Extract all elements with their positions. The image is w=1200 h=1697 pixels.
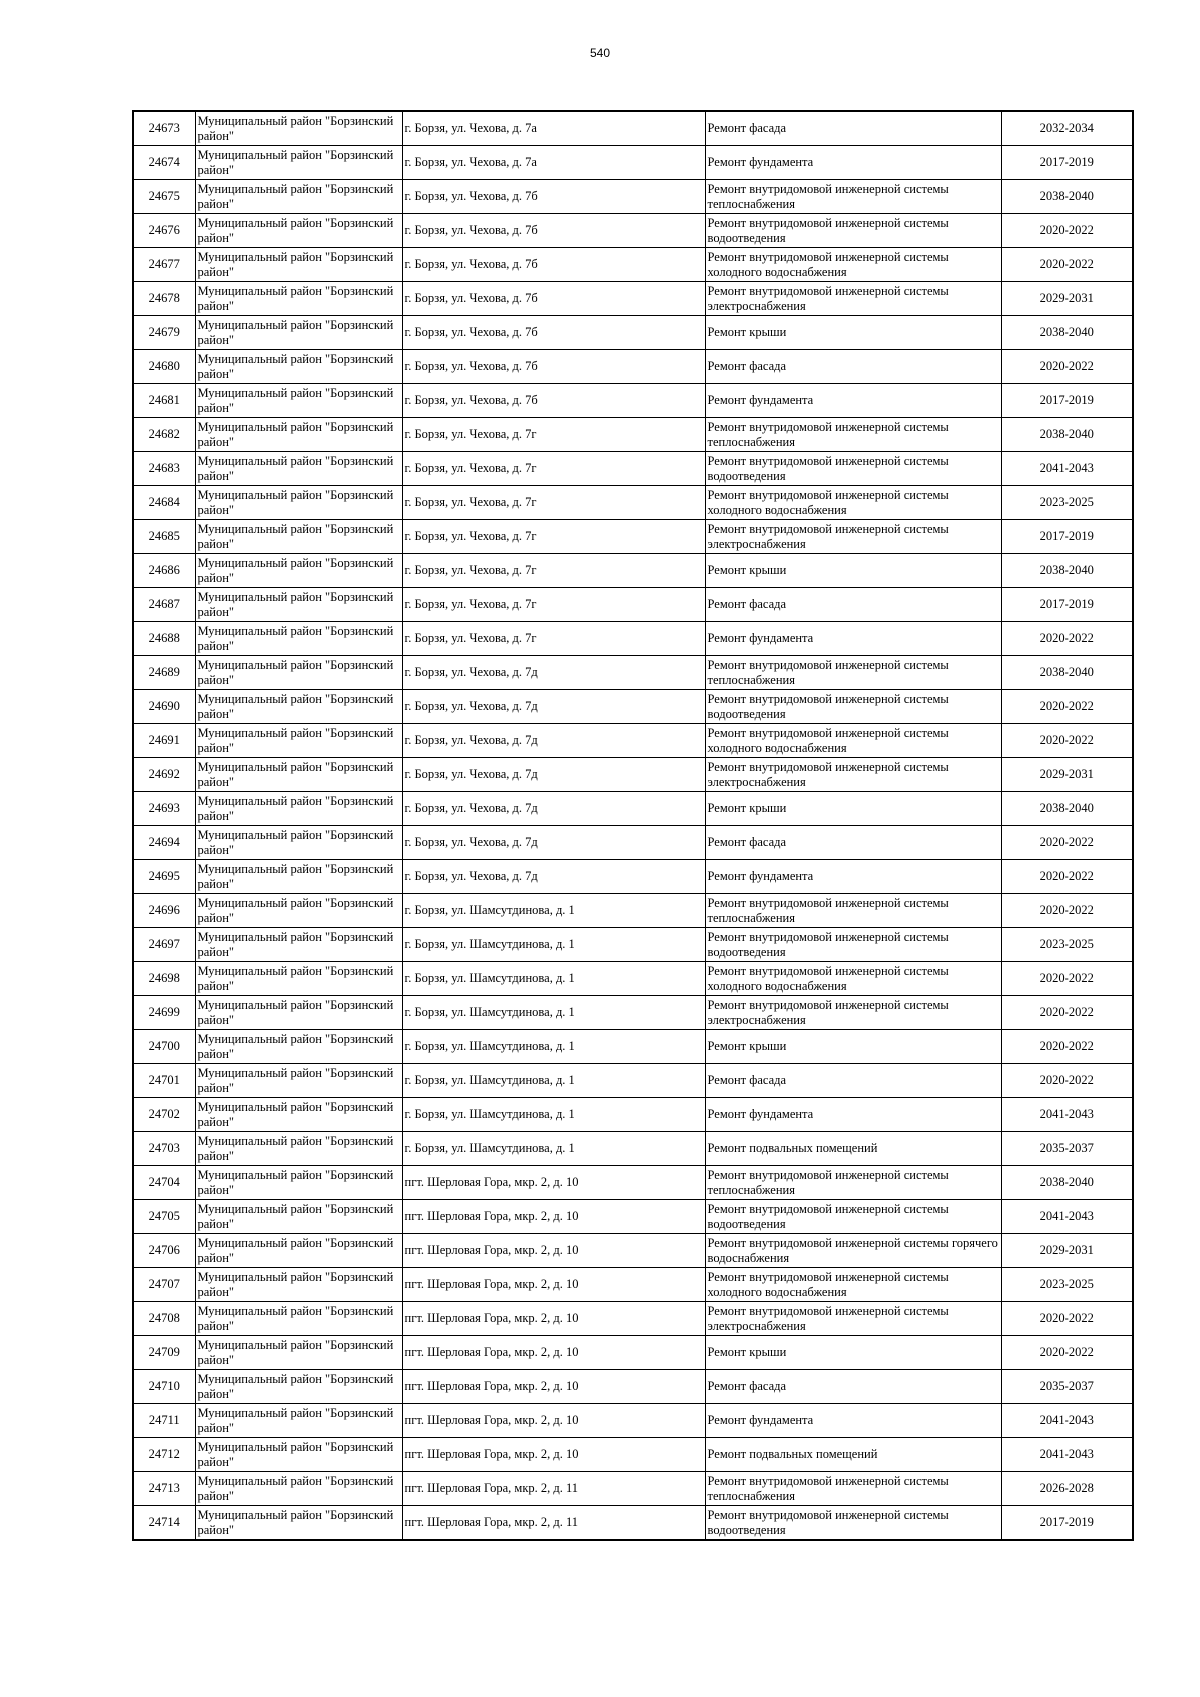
address-cell: г. Борзя, ул. Чехова, д. 7б <box>402 282 705 316</box>
address-cell: г. Борзя, ул. Чехова, д. 7д <box>402 792 705 826</box>
work-type-cell: Ремонт фундамента <box>705 622 1001 656</box>
period-cell: 2038-2040 <box>1001 554 1133 588</box>
address-cell: пгт. Шерловая Гора, мкр. 2, д. 10 <box>402 1336 705 1370</box>
work-type-cell: Ремонт крыши <box>705 316 1001 350</box>
row-number: 24698 <box>133 962 195 996</box>
period-cell: 2041-2043 <box>1001 1200 1133 1234</box>
period-cell: 2020-2022 <box>1001 996 1133 1030</box>
table-row <box>133 486 1133 520</box>
municipality-cell: Муниципальный район "Борзинский район" <box>195 1404 402 1438</box>
address-cell: пгт. Шерловая Гора, мкр. 2, д. 10 <box>402 1200 705 1234</box>
table-row <box>133 350 1133 384</box>
municipality-cell: Муниципальный район "Борзинский район" <box>195 554 402 588</box>
table-row <box>133 1234 1133 1268</box>
municipality-cell: Муниципальный район "Борзинский район" <box>195 690 402 724</box>
work-type-cell: Ремонт внутридомовой инженерной системы холодного водоснабжения <box>705 1268 1001 1302</box>
work-type-cell: Ремонт внутридомовой инженерной системы теплоснабжения <box>705 656 1001 690</box>
period-cell: 2020-2022 <box>1001 724 1133 758</box>
address-cell: г. Борзя, ул. Чехова, д. 7г <box>402 588 705 622</box>
municipality-cell: Муниципальный район "Борзинский район" <box>195 214 402 248</box>
address-cell: г. Борзя, ул. Шамсутдинова, д. 1 <box>402 962 705 996</box>
row-number: 24690 <box>133 690 195 724</box>
municipality-cell: Муниципальный район "Борзинский район" <box>195 180 402 214</box>
municipality-cell: Муниципальный район "Борзинский район" <box>195 1064 402 1098</box>
work-type-cell: Ремонт внутридомовой инженерной системы холодного водоснабжения <box>705 962 1001 996</box>
table-row <box>133 1370 1133 1404</box>
work-type-cell: Ремонт крыши <box>705 1336 1001 1370</box>
page-number: 540 <box>589 46 611 60</box>
table-row <box>133 1404 1133 1438</box>
table-body <box>133 111 1133 1540</box>
period-cell: 2017-2019 <box>1001 384 1133 418</box>
period-cell: 2032-2034 <box>1001 111 1133 146</box>
table-row <box>133 724 1133 758</box>
work-type-cell: Ремонт внутридомовой инженерной системы электроснабжения <box>705 1302 1001 1336</box>
row-number: 24676 <box>133 214 195 248</box>
table-row <box>133 418 1133 452</box>
repair-schedule-table <box>132 110 1134 1541</box>
row-number: 24707 <box>133 1268 195 1302</box>
period-cell: 2020-2022 <box>1001 214 1133 248</box>
work-type-cell: Ремонт внутридомовой инженерной системы водоотведения <box>705 690 1001 724</box>
address-cell: г. Борзя, ул. Чехова, д. 7г <box>402 452 705 486</box>
table-row <box>133 690 1133 724</box>
address-cell: г. Борзя, ул. Чехова, д. 7б <box>402 350 705 384</box>
row-number: 24703 <box>133 1132 195 1166</box>
table-row <box>133 826 1133 860</box>
row-number: 24681 <box>133 384 195 418</box>
table-row <box>133 111 1133 146</box>
municipality-cell: Муниципальный район "Борзинский район" <box>195 1438 402 1472</box>
work-type-cell: Ремонт внутридомовой инженерной системы водоотведения <box>705 928 1001 962</box>
work-type-cell: Ремонт внутридомовой инженерной системы холодного водоснабжения <box>705 486 1001 520</box>
municipality-cell: Муниципальный район "Борзинский район" <box>195 622 402 656</box>
work-type-cell: Ремонт фасада <box>705 350 1001 384</box>
work-type-cell: Ремонт внутридомовой инженерной системы теплоснабжения <box>705 1166 1001 1200</box>
table-row <box>133 894 1133 928</box>
period-cell: 2020-2022 <box>1001 1336 1133 1370</box>
row-number: 24693 <box>133 792 195 826</box>
period-cell: 2029-2031 <box>1001 282 1133 316</box>
address-cell: г. Борзя, ул. Чехова, д. 7д <box>402 826 705 860</box>
municipality-cell: Муниципальный район "Борзинский район" <box>195 1030 402 1064</box>
address-cell: г. Борзя, ул. Чехова, д. 7г <box>402 554 705 588</box>
work-type-cell: Ремонт крыши <box>705 554 1001 588</box>
address-cell: г. Борзя, ул. Шамсутдинова, д. 1 <box>402 894 705 928</box>
period-cell: 2038-2040 <box>1001 1166 1133 1200</box>
period-cell: 2023-2025 <box>1001 486 1133 520</box>
period-cell: 2017-2019 <box>1001 520 1133 554</box>
work-type-cell: Ремонт фундамента <box>705 384 1001 418</box>
row-number: 24678 <box>133 282 195 316</box>
municipality-cell: Муниципальный район "Борзинский район" <box>195 656 402 690</box>
table-row <box>133 180 1133 214</box>
address-cell: г. Борзя, ул. Чехова, д. 7а <box>402 111 705 146</box>
table-row <box>133 792 1133 826</box>
period-cell: 2020-2022 <box>1001 248 1133 282</box>
period-cell: 2029-2031 <box>1001 1234 1133 1268</box>
municipality-cell: Муниципальный район "Борзинский район" <box>195 724 402 758</box>
row-number: 24714 <box>133 1506 195 1541</box>
table-row <box>133 384 1133 418</box>
address-cell: г. Борзя, ул. Чехова, д. 7б <box>402 214 705 248</box>
address-cell: г. Борзя, ул. Чехова, д. 7г <box>402 418 705 452</box>
municipality-cell: Муниципальный район "Борзинский район" <box>195 418 402 452</box>
period-cell: 2041-2043 <box>1001 1098 1133 1132</box>
period-cell: 2020-2022 <box>1001 622 1133 656</box>
row-number: 24686 <box>133 554 195 588</box>
address-cell: г. Борзя, ул. Чехова, д. 7б <box>402 316 705 350</box>
row-number: 24688 <box>133 622 195 656</box>
address-cell: г. Борзя, ул. Чехова, д. 7г <box>402 520 705 554</box>
period-cell: 2020-2022 <box>1001 1030 1133 1064</box>
address-cell: г. Борзя, ул. Чехова, д. 7д <box>402 656 705 690</box>
municipality-cell: Муниципальный район "Борзинский район" <box>195 894 402 928</box>
table-row <box>133 1030 1133 1064</box>
row-number: 24673 <box>133 111 195 146</box>
table-row <box>133 282 1133 316</box>
work-type-cell: Ремонт внутридомовой инженерной системы электроснабжения <box>705 282 1001 316</box>
address-cell: г. Борзя, ул. Чехова, д. 7б <box>402 180 705 214</box>
period-cell: 2041-2043 <box>1001 452 1133 486</box>
address-cell: г. Борзя, ул. Шамсутдинова, д. 1 <box>402 1132 705 1166</box>
work-type-cell: Ремонт фасада <box>705 826 1001 860</box>
work-type-cell: Ремонт фасада <box>705 111 1001 146</box>
municipality-cell: Муниципальный район "Борзинский район" <box>195 1302 402 1336</box>
period-cell: 2020-2022 <box>1001 894 1133 928</box>
period-cell: 2038-2040 <box>1001 418 1133 452</box>
period-cell: 2038-2040 <box>1001 316 1133 350</box>
period-cell: 2035-2037 <box>1001 1132 1133 1166</box>
period-cell: 2020-2022 <box>1001 1064 1133 1098</box>
row-number: 24706 <box>133 1234 195 1268</box>
address-cell: г. Борзя, ул. Чехова, д. 7д <box>402 690 705 724</box>
work-type-cell: Ремонт внутридомовой инженерной системы водоотведения <box>705 452 1001 486</box>
municipality-cell: Муниципальный район "Борзинский район" <box>195 1336 402 1370</box>
row-number: 24687 <box>133 588 195 622</box>
work-type-cell: Ремонт внутридомовой инженерной системы электроснабжения <box>705 996 1001 1030</box>
address-cell: г. Борзя, ул. Чехова, д. 7а <box>402 146 705 180</box>
table-row <box>133 588 1133 622</box>
address-cell: пгт. Шерловая Гора, мкр. 2, д. 10 <box>402 1370 705 1404</box>
row-number: 24696 <box>133 894 195 928</box>
address-cell: пгт. Шерловая Гора, мкр. 2, д. 10 <box>402 1404 705 1438</box>
table-row <box>133 1302 1133 1336</box>
period-cell: 2035-2037 <box>1001 1370 1133 1404</box>
address-cell: г. Борзя, ул. Чехова, д. 7б <box>402 248 705 282</box>
row-number: 24684 <box>133 486 195 520</box>
row-number: 24710 <box>133 1370 195 1404</box>
period-cell: 2017-2019 <box>1001 1506 1133 1541</box>
municipality-cell: Муниципальный район "Борзинский район" <box>195 928 402 962</box>
row-number: 24712 <box>133 1438 195 1472</box>
municipality-cell: Муниципальный район "Борзинский район" <box>195 996 402 1030</box>
period-cell: 2038-2040 <box>1001 180 1133 214</box>
municipality-cell: Муниципальный район "Борзинский район" <box>195 384 402 418</box>
period-cell: 2020-2022 <box>1001 962 1133 996</box>
row-number: 24713 <box>133 1472 195 1506</box>
row-number: 24680 <box>133 350 195 384</box>
municipality-cell: Муниципальный район "Борзинский район" <box>195 520 402 554</box>
work-type-cell: Ремонт фундамента <box>705 146 1001 180</box>
table-row <box>133 1438 1133 1472</box>
work-type-cell: Ремонт фасада <box>705 1370 1001 1404</box>
row-number: 24679 <box>133 316 195 350</box>
work-type-cell: Ремонт внутридомовой инженерной системы холодного водоснабжения <box>705 724 1001 758</box>
table-row <box>133 316 1133 350</box>
row-number: 24674 <box>133 146 195 180</box>
municipality-cell: Муниципальный район "Борзинский район" <box>195 1132 402 1166</box>
row-number: 24682 <box>133 418 195 452</box>
address-cell: г. Борзя, ул. Шамсутдинова, д. 1 <box>402 1064 705 1098</box>
row-number: 24708 <box>133 1302 195 1336</box>
address-cell: пгт. Шерловая Гора, мкр. 2, д. 10 <box>402 1302 705 1336</box>
table-row <box>133 622 1133 656</box>
table-row <box>133 1064 1133 1098</box>
municipality-cell: Муниципальный район "Борзинский район" <box>195 792 402 826</box>
municipality-cell: Муниципальный район "Борзинский район" <box>195 1472 402 1506</box>
row-number: 24692 <box>133 758 195 792</box>
work-type-cell: Ремонт фундамента <box>705 860 1001 894</box>
address-cell: пгт. Шерловая Гора, мкр. 2, д. 10 <box>402 1166 705 1200</box>
municipality-cell: Муниципальный район "Борзинский район" <box>195 962 402 996</box>
table-row <box>133 248 1133 282</box>
row-number: 24701 <box>133 1064 195 1098</box>
work-type-cell: Ремонт внутридомовой инженерной системы холодного водоснабжения <box>705 248 1001 282</box>
table-row <box>133 1336 1133 1370</box>
address-cell: пгт. Шерловая Гора, мкр. 2, д. 10 <box>402 1268 705 1302</box>
period-cell: 2020-2022 <box>1001 690 1133 724</box>
municipality-cell: Муниципальный район "Борзинский район" <box>195 146 402 180</box>
period-cell: 2041-2043 <box>1001 1438 1133 1472</box>
address-cell: г. Борзя, ул. Чехова, д. 7д <box>402 724 705 758</box>
address-cell: г. Борзя, ул. Шамсутдинова, д. 1 <box>402 928 705 962</box>
row-number: 24711 <box>133 1404 195 1438</box>
municipality-cell: Муниципальный район "Борзинский район" <box>195 316 402 350</box>
table-row <box>133 656 1133 690</box>
work-type-cell: Ремонт внутридомовой инженерной системы водоотведения <box>705 1200 1001 1234</box>
period-cell: 2017-2019 <box>1001 588 1133 622</box>
period-cell: 2029-2031 <box>1001 758 1133 792</box>
municipality-cell: Муниципальный район "Борзинский район" <box>195 758 402 792</box>
work-type-cell: Ремонт внутридомовой инженерной системы теплоснабжения <box>705 894 1001 928</box>
municipality-cell: Муниципальный район "Борзинский район" <box>195 1370 402 1404</box>
table-row <box>133 1132 1133 1166</box>
period-cell: 2023-2025 <box>1001 1268 1133 1302</box>
row-number: 24704 <box>133 1166 195 1200</box>
work-type-cell: Ремонт внутридомовой инженерной системы электроснабжения <box>705 758 1001 792</box>
municipality-cell: Муниципальный район "Борзинский район" <box>195 486 402 520</box>
address-cell: г. Борзя, ул. Чехова, д. 7б <box>402 384 705 418</box>
address-cell: г. Борзя, ул. Шамсутдинова, д. 1 <box>402 1098 705 1132</box>
work-type-cell: Ремонт внутридомовой инженерной системы теплоснабжения <box>705 1472 1001 1506</box>
row-number: 24695 <box>133 860 195 894</box>
address-cell: г. Борзя, ул. Чехова, д. 7д <box>402 758 705 792</box>
period-cell: 2041-2043 <box>1001 1404 1133 1438</box>
row-number: 24702 <box>133 1098 195 1132</box>
work-type-cell: Ремонт внутридомовой инженерной системы водоотведения <box>705 1506 1001 1541</box>
table-row <box>133 860 1133 894</box>
municipality-cell: Муниципальный район "Борзинский район" <box>195 1200 402 1234</box>
period-cell: 2020-2022 <box>1001 350 1133 384</box>
work-type-cell: Ремонт внутридомовой инженерной системы теплоснабжения <box>705 180 1001 214</box>
work-type-cell: Ремонт внутридомовой инженерной системы электроснабжения <box>705 520 1001 554</box>
address-cell: г. Борзя, ул. Шамсутдинова, д. 1 <box>402 1030 705 1064</box>
period-cell: 2038-2040 <box>1001 792 1133 826</box>
municipality-cell: Муниципальный район "Борзинский район" <box>195 1234 402 1268</box>
table-row <box>133 1506 1133 1541</box>
work-type-cell: Ремонт крыши <box>705 1030 1001 1064</box>
work-type-cell: Ремонт внутридомовой инженерной системы горячего водоснабжения <box>705 1234 1001 1268</box>
row-number: 24709 <box>133 1336 195 1370</box>
table-row <box>133 1098 1133 1132</box>
work-type-cell: Ремонт подвальных помещений <box>705 1132 1001 1166</box>
municipality-cell: Муниципальный район "Борзинский район" <box>195 826 402 860</box>
work-type-cell: Ремонт фасада <box>705 588 1001 622</box>
row-number: 24699 <box>133 996 195 1030</box>
table-row <box>133 520 1133 554</box>
work-type-cell: Ремонт подвальных помещений <box>705 1438 1001 1472</box>
municipality-cell: Муниципальный район "Борзинский район" <box>195 1506 402 1541</box>
address-cell: г. Борзя, ул. Шамсутдинова, д. 1 <box>402 996 705 1030</box>
municipality-cell: Муниципальный район "Борзинский район" <box>195 452 402 486</box>
address-cell: г. Борзя, ул. Чехова, д. 7д <box>402 860 705 894</box>
row-number: 24697 <box>133 928 195 962</box>
address-cell: г. Борзя, ул. Чехова, д. 7г <box>402 486 705 520</box>
period-cell: 2020-2022 <box>1001 826 1133 860</box>
table-row <box>133 996 1133 1030</box>
table-row <box>133 928 1133 962</box>
address-cell: пгт. Шерловая Гора, мкр. 2, д. 10 <box>402 1438 705 1472</box>
period-cell: 2023-2025 <box>1001 928 1133 962</box>
table-row <box>133 554 1133 588</box>
period-cell: 2038-2040 <box>1001 656 1133 690</box>
table-row <box>133 1472 1133 1506</box>
municipality-cell: Муниципальный район "Борзинский район" <box>195 1268 402 1302</box>
municipality-cell: Муниципальный район "Борзинский район" <box>195 248 402 282</box>
period-cell: 2020-2022 <box>1001 860 1133 894</box>
table-row <box>133 758 1133 792</box>
municipality-cell: Муниципальный район "Борзинский район" <box>195 1098 402 1132</box>
table-row <box>133 1268 1133 1302</box>
municipality-cell: Муниципальный район "Борзинский район" <box>195 111 402 146</box>
row-number: 24683 <box>133 452 195 486</box>
period-cell: 2020-2022 <box>1001 1302 1133 1336</box>
row-number: 24689 <box>133 656 195 690</box>
municipality-cell: Муниципальный район "Борзинский район" <box>195 860 402 894</box>
work-type-cell: Ремонт фундамента <box>705 1098 1001 1132</box>
work-type-cell: Ремонт фасада <box>705 1064 1001 1098</box>
work-type-cell: Ремонт фундамента <box>705 1404 1001 1438</box>
period-cell: 2026-2028 <box>1001 1472 1133 1506</box>
period-cell: 2017-2019 <box>1001 146 1133 180</box>
work-type-cell: Ремонт крыши <box>705 792 1001 826</box>
row-number: 24677 <box>133 248 195 282</box>
municipality-cell: Муниципальный район "Борзинский район" <box>195 1166 402 1200</box>
row-number: 24685 <box>133 520 195 554</box>
row-number: 24691 <box>133 724 195 758</box>
municipality-cell: Муниципальный район "Борзинский район" <box>195 588 402 622</box>
address-cell: пгт. Шерловая Гора, мкр. 2, д. 11 <box>402 1506 705 1541</box>
row-number: 24705 <box>133 1200 195 1234</box>
table-row <box>133 1166 1133 1200</box>
table-row <box>133 452 1133 486</box>
work-type-cell: Ремонт внутридомовой инженерной системы теплоснабжения <box>705 418 1001 452</box>
table-row <box>133 962 1133 996</box>
address-cell: пгт. Шерловая Гора, мкр. 2, д. 11 <box>402 1472 705 1506</box>
address-cell: г. Борзя, ул. Чехова, д. 7г <box>402 622 705 656</box>
municipality-cell: Муниципальный район "Борзинский район" <box>195 350 402 384</box>
address-cell: пгт. Шерловая Гора, мкр. 2, д. 10 <box>402 1234 705 1268</box>
table-row <box>133 1200 1133 1234</box>
municipality-cell: Муниципальный район "Борзинский район" <box>195 282 402 316</box>
table-row <box>133 146 1133 180</box>
row-number: 24700 <box>133 1030 195 1064</box>
table-row <box>133 214 1133 248</box>
row-number: 24675 <box>133 180 195 214</box>
work-type-cell: Ремонт внутридомовой инженерной системы водоотведения <box>705 214 1001 248</box>
row-number: 24694 <box>133 826 195 860</box>
